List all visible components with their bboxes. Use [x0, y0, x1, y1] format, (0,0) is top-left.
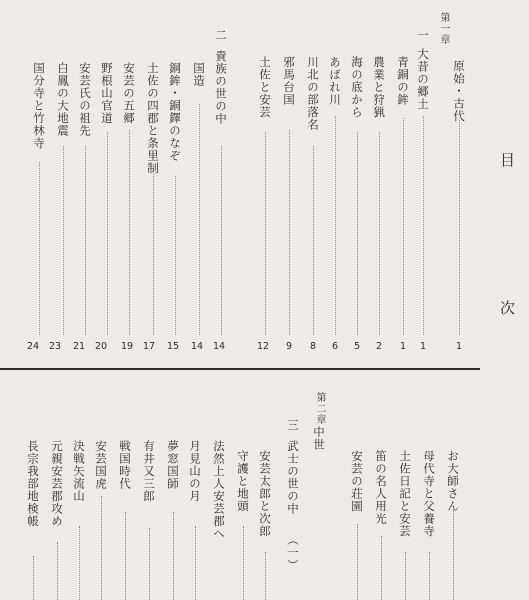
leader-dots [199, 104, 200, 335]
leader-dots [289, 130, 290, 335]
page-number: 2 [375, 341, 383, 352]
leader-dots [57, 542, 58, 600]
toc-entry-title: 原始・古代 [452, 60, 466, 123]
page-number: 14 [212, 341, 226, 352]
toc-entry-title: 決戦矢流山 [72, 440, 86, 503]
page-number: 20 [94, 341, 108, 352]
leader-dots [63, 146, 64, 335]
toc-entry-title: 守護と地頭 [236, 450, 250, 513]
section-number: 三 [286, 418, 300, 431]
chapter-label: 第一章 [438, 12, 449, 45]
leader-dots [243, 526, 244, 600]
toc-entry-title: 夢窓国師 [166, 440, 180, 490]
leader-dots [453, 508, 454, 600]
leader-dots [221, 146, 222, 335]
toc-entry-title: お大師さん [446, 450, 460, 513]
toc-entry-title: 元親安芸郡攻め [50, 440, 64, 528]
page-number: 9 [285, 341, 293, 352]
leader-dots [195, 526, 196, 600]
leader-dots [33, 556, 34, 600]
toc-entry-title: 川北の部落名 [306, 56, 320, 131]
leader-dots [149, 528, 150, 600]
page-number: 1 [455, 341, 463, 352]
toc-entry-title: 法然上人安芸郡へ [212, 440, 226, 540]
leader-dots [357, 132, 358, 335]
toc-entry-title: 安芸氏の祖先 [78, 62, 92, 137]
toc-entry-title: 土佐の四郡と条里制 [146, 62, 160, 175]
leader-dots [265, 552, 266, 600]
toc-entry-title: 安芸太郎と次郎 [258, 450, 272, 538]
toc-entry-title: 農業と狩猟 [372, 56, 386, 119]
page-number: 23 [48, 341, 62, 352]
toc-entry-title: 安芸の五郷 [122, 62, 136, 125]
heading-char-ji: 次 [498, 300, 516, 317]
toc-heading [497, 152, 518, 169]
leader-dots [381, 536, 382, 600]
toc-entry-title: 銅鉾・銅鐸のなぞ [168, 62, 182, 162]
leader-dots [405, 552, 406, 600]
leader-dots [153, 174, 154, 335]
page-number: 17 [142, 341, 156, 352]
page-number: 12 [256, 341, 270, 352]
leader-dots [107, 132, 108, 335]
toc-entry-title: 海の底から [350, 56, 364, 119]
leader-dots [313, 146, 314, 335]
toc-entry-title: 安芸の荘園 [350, 450, 364, 513]
leader-dots [173, 512, 174, 600]
page-number: 5 [353, 341, 361, 352]
toc-entry-title: 白鳳の大地震 [56, 62, 70, 137]
leader-dots [125, 512, 126, 600]
leader-dots [39, 162, 40, 335]
page-number: 1 [399, 341, 407, 352]
page-number: 21 [72, 341, 86, 352]
section-divider [0, 368, 480, 370]
page-number: 19 [120, 341, 134, 352]
leader-dots [379, 132, 380, 335]
toc-entry-title: 国造 [192, 62, 206, 87]
toc-entry-title: あばれ川 [328, 56, 342, 106]
toc-entry-title: 土佐日記と安芸 [398, 450, 412, 538]
section-number: 二 [214, 28, 228, 41]
toc-entry-title: 武士の世の中 [286, 440, 300, 515]
leader-dots [175, 176, 176, 335]
leader-dots [129, 130, 130, 335]
leader-dots [265, 132, 266, 335]
toc-entry-title: 月見山の月 [188, 440, 202, 503]
leader-dots [459, 120, 460, 335]
leader-dots [429, 552, 430, 600]
page-number: 14 [190, 341, 204, 352]
toc-entry-title: 笛の名人用光 [374, 450, 388, 525]
toc-entry-title: 戦国時代 [118, 440, 132, 490]
toc-entry-title: 野根山官道 [100, 62, 114, 125]
chapter-label: 第二章 [314, 392, 325, 425]
toc-entry-title: 安芸国虎 [94, 440, 108, 490]
page-number: 6 [331, 341, 339, 352]
leader-dots [403, 118, 404, 335]
page-number: 8 [309, 341, 317, 352]
leader-dots [101, 496, 102, 600]
page-number: 15 [166, 341, 180, 352]
toc-entry-title: 長宗我部地検帳 [26, 440, 40, 528]
leader-dots [357, 524, 358, 600]
leader-dots [85, 146, 86, 335]
toc-entry-title: 土佐と安芸 [258, 56, 272, 119]
section-number: 一 [416, 28, 430, 41]
toc-entry-title: 母代寺と父養寺 [422, 450, 436, 538]
toc-entry-title: 中世 [312, 426, 326, 451]
toc-entry-title: 大昔の郷土 [416, 48, 430, 111]
leader-dots [335, 116, 336, 335]
toc-entry-title: 有井又三郎 [142, 440, 156, 503]
toc-entry-title: 青銅の鉾 [396, 56, 410, 106]
heading-char-moku: 目 [498, 152, 516, 169]
toc-heading-2 [497, 300, 518, 317]
page-number: 1 [419, 341, 427, 352]
toc-entry-title: 国分寺と竹林寺 [32, 62, 46, 150]
leader-dots [423, 116, 424, 335]
toc-entry-title: 貴族の世の中 [214, 50, 228, 125]
toc-entry-subnumber: （一） [286, 534, 300, 572]
leader-dots [79, 526, 80, 600]
toc-entry-title: 邪馬台国 [282, 56, 296, 106]
page-number: 24 [26, 341, 40, 352]
